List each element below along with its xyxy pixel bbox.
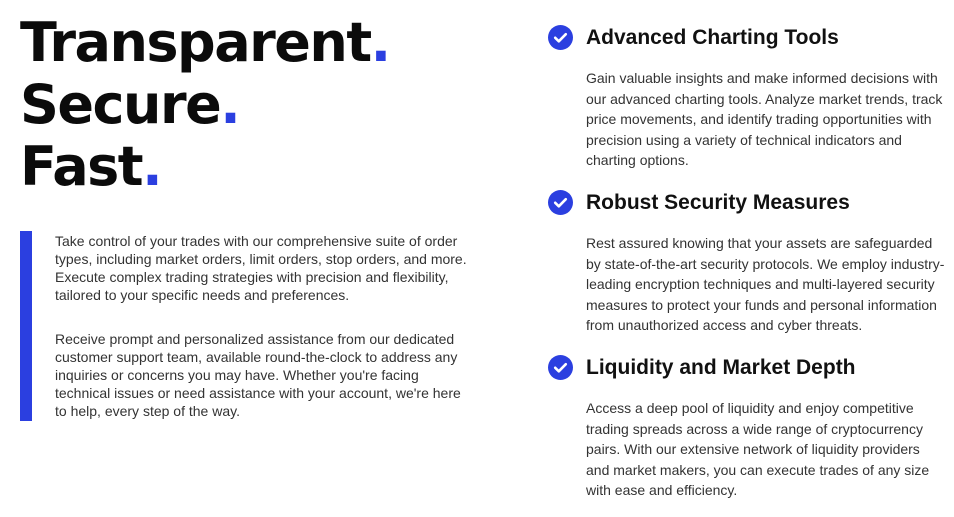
hero-line-fast: Fast.: [20, 135, 162, 198]
feature-title: Liquidity and Market Depth: [586, 356, 856, 379]
hero-dot: .: [220, 73, 240, 136]
hero-line-transparent: Transparent.: [20, 11, 390, 74]
description-block: [20, 231, 470, 421]
hero-heading: [20, 12, 390, 198]
check-circle-icon: [548, 355, 573, 380]
check-circle-icon: [548, 25, 573, 50]
feature-text: Access a deep pool of liquidity and enjoy competitive trading spreads across a wide range of cryptocurrency pairs. With our extensive network of liquidity providers and market makers, you can execute trades of any size with ease and efficiency.: [586, 400, 930, 498]
feature-text: Rest assured knowing that your assets are safeguarded by state-of-the-art security protocols. We employ industry-leading encryption techniques and multi-layered security measures to protect your funds and personal information from unauthorized access and cyber threats.: [586, 235, 945, 333]
description-paragraph-support: Receive prompt and personalized assistance from our dedicated customer support team, available round-the-clock to address any inquiries or concerns you may have. Whether you're facing technical issues or need assistance with your account, we're here to help, every step of the way.: [55, 331, 461, 419]
hero-line-secure: Secure.: [20, 73, 240, 136]
feature-title: Robust Security Measures: [586, 191, 850, 214]
feature-text: Gain valuable insights and make informed decisions with our advanced charting tools. Analyze market trends, track price movements, and identify trading opportunities with precision using a variety of technical indicators and charting options.: [586, 70, 943, 168]
feature-title: Advanced Charting Tools: [586, 26, 839, 49]
check-circle-icon: [548, 190, 573, 215]
hero-dot: .: [370, 11, 390, 74]
hero-dot: .: [142, 135, 162, 198]
accent-bar: [20, 231, 32, 421]
description-paragraph-order-types: Take control of your trades with our comprehensive suite of order types, including market orders, limit orders, stop orders, and more. Execute complex trading strategies with precision and flexibility, tailored to your specific needs and preferences.: [55, 233, 467, 303]
